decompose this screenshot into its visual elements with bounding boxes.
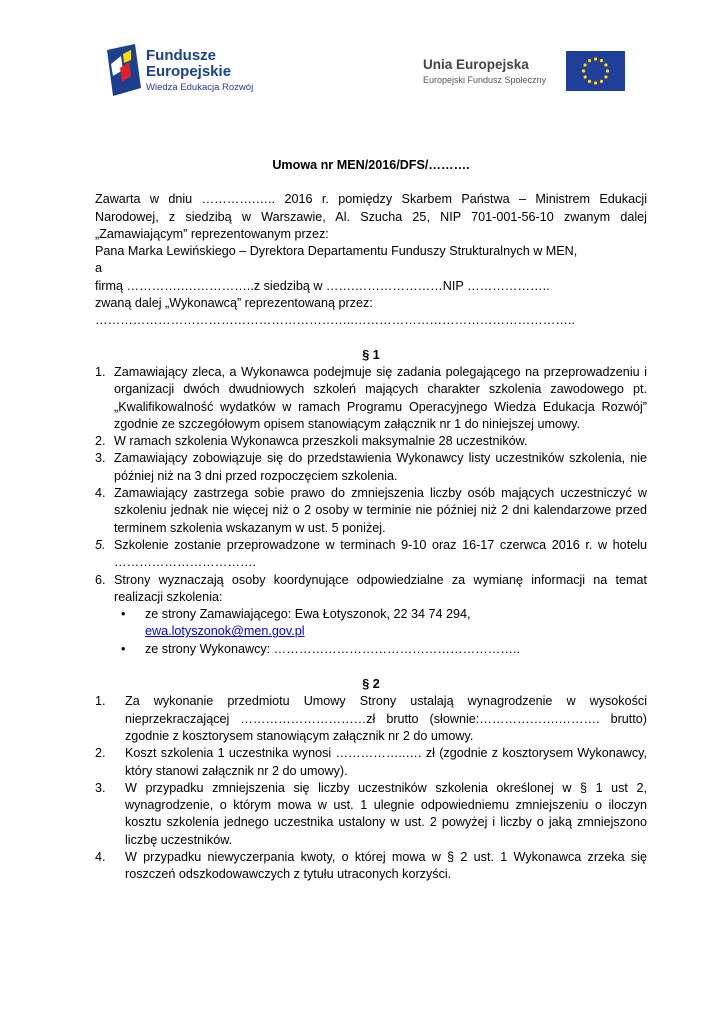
coordinator-email-link[interactable]: ewa.lotyszonok@men.gov.pl [145, 624, 305, 639]
list-item [95, 450, 647, 485]
bullet-icon: • [121, 641, 126, 656]
intro-representative: Pana Marka Lewińskiego – Dyrektora Departamentu Funduszy Strukturalnych w MEN, [95, 244, 578, 259]
item-text: Za wykonanie przedmiotu Umowy Strony ustalają wynagrodzenie w wysokości nieprzekraczającej …………………………zł brutto (słownie:……………….………. brutto) zgodnie z kosztorysem stanowiącym załącznik nr 2 do umowy. [125, 694, 647, 743]
fundusze-europejskie-logo [107, 44, 253, 96]
item-number: 2. [95, 746, 106, 761]
list-item [95, 745, 647, 780]
ue-logo-subtitle: Europejski Fundusz Społeczny [423, 75, 547, 85]
item-text: Zamawiający zleca, a Wykonawca podejmuje się zadania polegającego na przeprowadzeniu i organizacji dwóch dwudniowych szkoleń mających charakter szkolenia zawodowego pt. „Kwalifikowalność wydatków w ramach Programu Operacyjnego Wiedza Edukacja Rozwój” zgodnie ze szczegółowym opisem stanowiącym załącznik nr 1 do niniejszej umowy. [114, 364, 647, 431]
item-number: 6. [95, 572, 106, 587]
item-text: W ramach szkolenia Wykonawca przeszkoli maksymalnie 28 uczestników. [114, 434, 528, 449]
item-number: 4. [95, 849, 106, 864]
intro-signature-line: ……………………………………………………..…………………………………………….. [95, 313, 575, 328]
eu-flag-icon [566, 51, 625, 91]
item-text: Zamawiający zobowiązuje się do przedstawienia Wykonawcy listy uczestników szkolenia, nie później niż na 3 dni przed rozpoczęciem szkolenia. [114, 451, 647, 483]
contract-title: Umowa nr MEN/2016/DFS/………. [272, 158, 470, 172]
item-number: 2. [95, 434, 106, 449]
fe-star-icon [107, 44, 141, 96]
list-item [95, 849, 647, 884]
item-number: 4. [95, 486, 106, 501]
list-item [95, 572, 647, 607]
list-item [95, 433, 647, 450]
intro-contractor-firm: firmą ………….….…………..z siedzibą w …….…………………NIP ……………….. [95, 278, 550, 293]
section-1-heading: § 1 [362, 347, 380, 362]
ue-logo-title: Unia Europejska [423, 57, 529, 72]
coordinator-client [121, 606, 647, 641]
item-number: 1. [95, 694, 106, 709]
item-text: W przypadku niewyczerpania kwoty, o której mowa w § 2 ust. 1 Wykonawca zrzeka się roszczeń odszkodowawczych z tytułu utraconych korzyści. [125, 849, 647, 882]
fe-logo-line2: Europejskie [146, 62, 232, 80]
coordinator-contractor-text: ze strony Wykonawcy: ………………………………………………….. [145, 641, 520, 656]
item-number: 3. [95, 780, 106, 795]
section-2-heading: § 2 [362, 677, 380, 692]
coordinator-contractor [121, 641, 647, 658]
list-item [95, 364, 647, 433]
item-number: 5. [95, 537, 106, 552]
fe-logo-line3: Wiedza Edukacja Rozwój [146, 81, 254, 93]
list-item [95, 780, 647, 849]
fe-logo-line1: Fundusze [146, 46, 216, 64]
intro-contractor-rep: zwaną dalej „Wykonawcą” reprezentowaną przez: [95, 296, 373, 311]
bullet-icon: • [121, 607, 126, 622]
item-text: Strony wyznaczają osoby koordynujące odpowiedzialne za wymianę informacji na temat realizacji szkolenia: [114, 572, 647, 604]
contract-intro [95, 191, 647, 329]
list-item [95, 485, 647, 537]
contract-document [95, 157, 647, 884]
section-2-list [95, 693, 647, 883]
section-1-list [95, 364, 647, 606]
item-text: Zamawiający zastrzega sobie prawo do zmniejszenia liczby osób mających uczestniczyć w szkoleniu jednak nie więcej niż o 2 osoby w terminie nie później niż 2 dni kalendarzowe przed terminem szkolenia wskazanym w ust. 5 poniżej. [114, 486, 647, 535]
item-text: Szkolenie zostanie przeprowadzone w terminach 9-10 oraz 16-17 czerwca 2016 r. w hotelu ……………………………. [114, 537, 647, 570]
item-text: Koszt szkolenia 1 uczestnika wynosi ……………..…. zł (zgodnie z kosztorysem Wykonawcy, który stanowi załącznik nr 2 do umowy). [125, 746, 647, 778]
item-number: 3. [95, 451, 106, 466]
coordinator-client-text: ze strony Zamawiającego: Ewa Łotyszonok, 22 34 74 294, [145, 607, 471, 622]
list-item [95, 537, 647, 572]
intro-parties: Zawarta w dniu ………….….. 2016 r. pomiędzy Skarbem Państwa – Ministrem Edukacji Narodowej, z siedzibą w Warszawie, Al. Szucha 25, NIP 701-001-56-10 zwanym dalej „Zamawiającym” reprezentowanym przez: [95, 192, 647, 241]
list-item [95, 693, 647, 745]
item-text: W przypadku zmniejszenia się liczby uczestników szkolenia określonej w § 1 ust 2, wynagrodzenie, o którym mowa w ust. 1 ulegnie odpowiedniemu zmniejszeniu o iloczyn kosztu szkolenia jednego uczestnika ustalony w ust. 2 powyżej i liczby o jaką zmniejszono liczbę uczestników. [125, 780, 647, 847]
coordinators-list [95, 606, 647, 658]
item-number: 1. [95, 364, 106, 379]
unia-europejska-logo [423, 51, 625, 91]
intro-and: a [95, 261, 103, 276]
